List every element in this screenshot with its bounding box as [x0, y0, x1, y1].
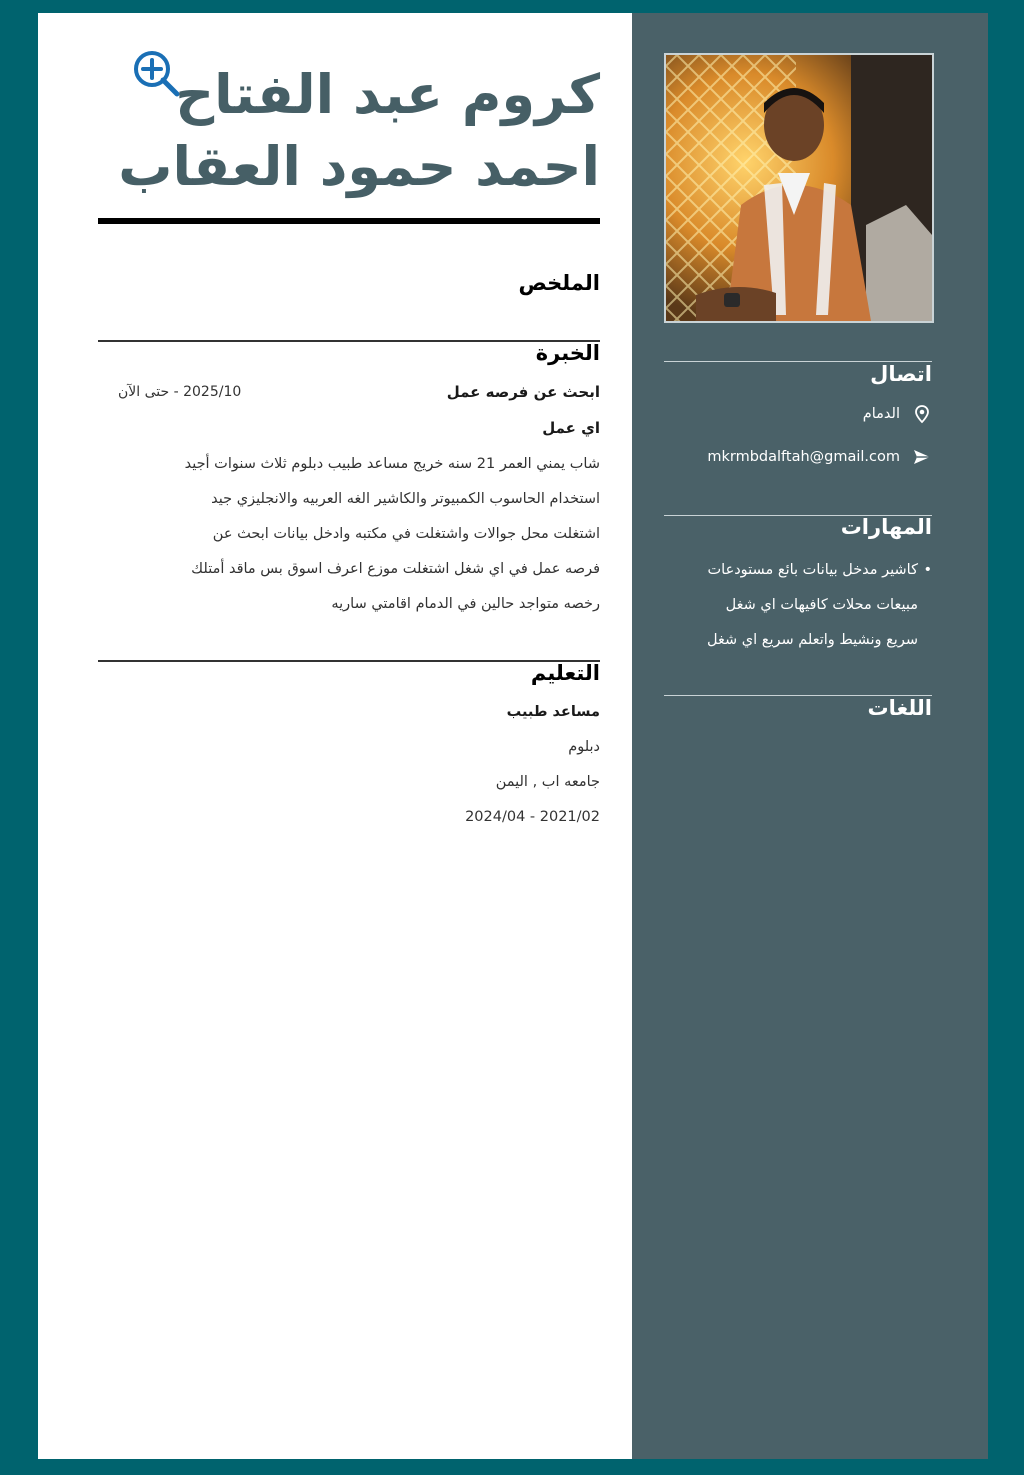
name-line-1: كروم عبد الفتاح [175, 63, 600, 126]
email-text[interactable]: mkrmbdalftah@gmail.com [707, 449, 900, 465]
send-icon [912, 447, 932, 467]
location-pin-icon [912, 404, 932, 424]
job-description-line: رخصه متواجد حالين في الدمام اقامتي ساريه [331, 596, 600, 612]
name-line-2: احمد حمود العقاب [118, 135, 600, 198]
location-text: الدمام [862, 406, 900, 422]
main-column [98, 13, 600, 1459]
skills-line-text: كاشير مدخل بيانات بائع مستودعات [707, 562, 918, 578]
job-company: اي عمل [542, 419, 600, 437]
job-title: ابحث عن فرصه عمل [446, 383, 600, 401]
skills-title: المهارات [840, 515, 932, 539]
education-degree: دبلوم [568, 739, 600, 755]
contact-email[interactable] [707, 447, 932, 467]
name-divider [98, 218, 600, 224]
job-description-line: شاب يمني العمر 21 سنه خريج مساعد طبيب دبلوم ثلاث سنوات أجيد [184, 456, 600, 472]
education-dates: 2024/04 - 2021/02 [465, 809, 600, 825]
experience-divider [98, 340, 600, 342]
skills-line: مبيعات محلات كافيهات اي شغل [725, 597, 918, 613]
education-title: التعليم [530, 661, 600, 685]
education-school: جامعه اب , اليمن [495, 774, 600, 790]
resume-page [38, 13, 988, 1459]
education-field: مساعد طبيب [506, 704, 600, 720]
job-description-line: اشتغلت محل جوالات واشتغلت في مكتبه وادخل بيانات ابحث عن [212, 526, 600, 542]
profile-photo [664, 53, 934, 323]
skills-line: سريع ونشيط واتعلم سريع اي شغل [707, 632, 918, 648]
contact-title: اتصال [870, 362, 932, 386]
skills-line [672, 553, 932, 588]
candidate-name [98, 59, 600, 203]
sidebar [632, 13, 988, 1459]
job-description-line: فرصه عمل في اي شغل اشتغلت موزع اعرف اسوق بس ماقد أمتلك [191, 561, 600, 577]
summary-title: الملخص [518, 271, 600, 295]
skills-list [672, 553, 932, 658]
job-date: 2025/10 - حتى الآن [118, 384, 242, 400]
job-description [98, 447, 600, 622]
job-description-line: استخدام الحاسوب الكمبيوتر والكاشير الغه العربيه والانجليزي جيد [211, 491, 600, 507]
bullet-icon: • [923, 562, 932, 578]
contact-location [863, 404, 932, 424]
education-divider [98, 660, 600, 662]
languages-title: اللغات [867, 696, 932, 720]
experience-title: الخبرة [535, 341, 600, 365]
